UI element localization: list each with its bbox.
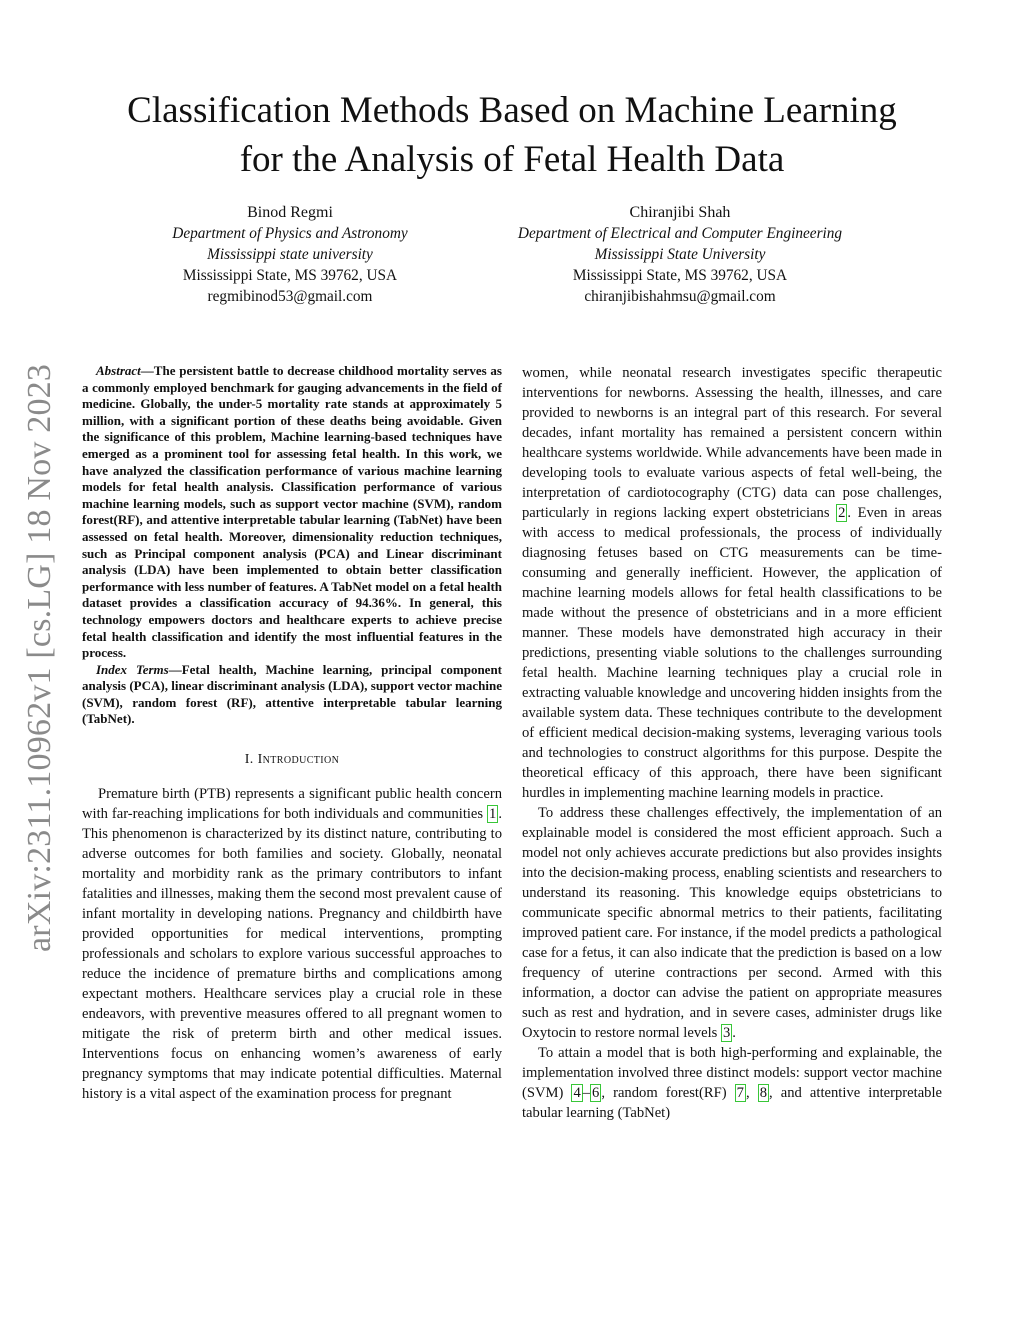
citation-link[interactable]: 2 — [838, 505, 846, 521]
citation-link[interactable]: 8 — [759, 1085, 768, 1101]
author-name: Chiranjibi Shah — [629, 204, 731, 221]
intro-paragraph-3 — [522, 803, 942, 1043]
index-terms-label: Index Terms — [96, 661, 169, 677]
citation-link[interactable]: 1 — [489, 806, 497, 823]
index-terms: Index Terms—Fetal health, Machine learning, principal component analysis (PCA), linear discriminant analysis (LDA), support vector machine (SVM), random forest (RF), attentive interpretable tabular learning (TabNet). — [82, 661, 502, 727]
paragraph-text: . Even in areas with access to medical professionals, the process of individually diagnosing fetuses based on CTG measurements can be time-consuming and generally inefficient. However, the application of machine learning models allows for fetal health classifications to be made without the presence of obstetricians and in a more efficient manner. These models have demonstrated high accuracy in their predictions, presenting viable solutions to the challenges surrounding fetal health. Machine learning techniques play a crucial role in extracting valuable knowledge and uncovering hidden insights from the available system data. These techniques contribute to the development of efficient medical decision-making systems, leveraging various tools and technologies to construct algorithms for this purpose. Despite the theoretical efficacy of this approach, there have been significant hurdles in implementing machine learning models in practice. — [522, 505, 942, 801]
author-department: Department of Physics and Astronomy — [172, 225, 408, 242]
paper-title — [60, 86, 964, 184]
paragraph-text: To attain a model that is both high-performing and explainable, the implementation involved three distinct models: support vector machine (SVM) — [522, 1045, 942, 1101]
section-title: Introduction — [257, 752, 340, 768]
section-heading — [82, 750, 502, 770]
abstract-label: Abstract — [96, 363, 141, 378]
abstract-text: The persistent battle to decrease childhood mortality serves as a commonly employed benchmark for gauging advancements in the field of medicine. Globally, the under-5 mortality rate stands at approximately 5 million, with a significant portion of these deaths being avoidable. Given the significance of this problem, Machine learning-based techniques have emerged as a prominent tool for assessing fetal health. In this work, we have analyzed the classification performance of various machine learning models for fetal health analysis. Classification performance of various machine learning models, such as support vector machine (SVM), random forest(RF), and attentive interpretable tabular learning (TabNet) have been assessed on fetal health. Moreover, dimensionality reduction techniques, such as Principal component analysis (PCA) and Linear discriminant analysis (LDA) have been implemented to obtain better classification performance with less number of features. A TabNet model on a fetal health dataset provides a classification accuracy of 94.36%. In general, this technology empowers doctors and healthcare experts to achieve precise fetal health classification and identify the most influential features in the process. — [82, 363, 502, 661]
paragraph-text: women, while neonatal research investigates specific therapeutic interventions for newborns. Assessing the health, illnesses, and care provided to newborns is an integral part of this research. For several decades, infant mortality has remained a persistent concern within healthcare systems worldwide. While advancements have been made in developing tools to evaluate various aspects of fetal well-being, the interpretation of cardiotocography (CTG) data can pose challenges, particularly in regions lacking expert obstetricians — [522, 365, 942, 521]
title-line-1: Classification Methods Based on Machine Learning — [127, 90, 897, 131]
paragraph-text: , and attentive interpretable tabular learning (TabNet) — [522, 1085, 943, 1121]
arxiv-watermark: arXiv:2311.10962v1 [cs.LG] 18 Nov 2023 — [21, 363, 58, 952]
title-line-2: for the Analysis of Fetal Health Data — [239, 139, 785, 180]
intro-paragraph-4 — [522, 1043, 942, 1123]
abstract: Abstract—The persistent battle to decrease childhood mortality serves as a commonly employed benchmark for gauging advancements in the field of medicine. Globally, the under-5 mortality rate stands at approximately 5 million, with a significant portion of these deaths being avoidable. Given the significance of this problem, Machine learning-based techniques have emerged as a prominent tool for assessing fetal health. In this work, we have analyzed the classification performance of various machine learning models for fetal health analysis. Classification performance of various machine learning models, such as support vector machine (SVM), random forest(RF), and attentive interpretable tabular learning (TabNet) have been assessed on fetal health. Moreover, dimensionality reduction techniques, such as Principal component analysis (PCA) and Linear discriminant analysis (LDA) have been implemented to obtain better classification performance with less number of features. A TabNet model on a fetal health dataset provides a classification accuracy of 94.36%. In general, this technology empowers doctors and healthcare experts to achieve precise fetal health classification and identify the most influential features in the process. — [82, 363, 502, 661]
index-terms-text: Fetal health, Machine learning, principal component analysis (PCA), linear discriminant analysis (LDA), support vector machine (SVM), random forest (RF), attentive interpretable tabular learning (TabNet). — [82, 661, 502, 727]
author-name: Binod Regmi — [247, 204, 333, 221]
author-university: Mississippi State University — [594, 246, 766, 263]
citation-link[interactable]: 6 — [592, 1085, 600, 1101]
citation-link[interactable]: 7 — [736, 1085, 744, 1101]
intro-paragraph-1 — [82, 784, 502, 1104]
paragraph-text: . — [732, 1025, 736, 1041]
paragraph-text: – — [582, 1085, 591, 1101]
paragraph-text: Premature birth (PTB) represents a significant public health concern with far-reaching implications for both individuals and communities — [82, 786, 502, 823]
paragraph-text: . This phenomenon is characterized by its distinct nature, contributing to adverse outcomes for both families and society. Globally, neonatal mortality and morbidity rank as the primary contributors to infant fatalities and illnesses, making them the second most prevalent cause of infant mortality in developing nations. Pregnancy and childbirth have provided opportunities for medical interventions, prompting professionals and scholars to explore various successful approaches to reduce the incidence of premature births and complications among expectant mothers. Healthcare services play a crucial role in these endeavors, with preventive measures offered to all pregnant women to mitigate the risk of preterm birth and other medical issues. Interventions focus on enhancing women’s awareness of early pregnancy symptoms that may indicate potential difficulties. Maternal history is a vital aspect of the examination process for pregnant — [82, 806, 502, 1103]
author-university: Mississippi state university — [207, 246, 373, 263]
paragraph-text: , — [745, 1085, 758, 1101]
author-email[interactable]: regmibinod53@gmail.com — [207, 288, 373, 305]
section-number: I. — [244, 752, 254, 768]
author-department: Department of Electrical and Computer Engineering — [517, 225, 843, 242]
author-location: Mississippi State, MS 39762, USA — [182, 267, 398, 284]
intro-paragraph-2 — [522, 363, 942, 803]
paragraph-text: , random forest(RF) — [601, 1085, 735, 1101]
citation-link[interactable]: 4 — [573, 1085, 581, 1101]
author-email[interactable]: chiranjibishahmsu@gmail.com — [584, 288, 776, 305]
right-column — [522, 363, 942, 1123]
left-column — [82, 363, 502, 1104]
author-location: Mississippi State, MS 39762, USA — [572, 267, 788, 284]
author-block-1 — [130, 202, 450, 307]
author-block-2 — [480, 202, 880, 307]
paragraph-text: To address these challenges effectively, the implementation of an explainable model is considered the most efficient approach. Such a model not only achieves accurate predictions but also provides insights into the decision-making process, enabling scientists and researchers to understand its reasoning. This knowledge equips obstetricians to communicate specific abnormal metrics to their patients, facilitating improved patient care. For instance, if the model predicts a pathological case for a fetus, it can also indicate that the prediction is based on a low frequency of uterine contractions per second. Armed with this information, a doctor can advise the patient on appropriate measures such as rest and hydration, and in severe cases, administer drugs like Oxytocin to restore normal levels — [522, 805, 942, 1041]
citation-link[interactable]: 3 — [723, 1025, 731, 1041]
